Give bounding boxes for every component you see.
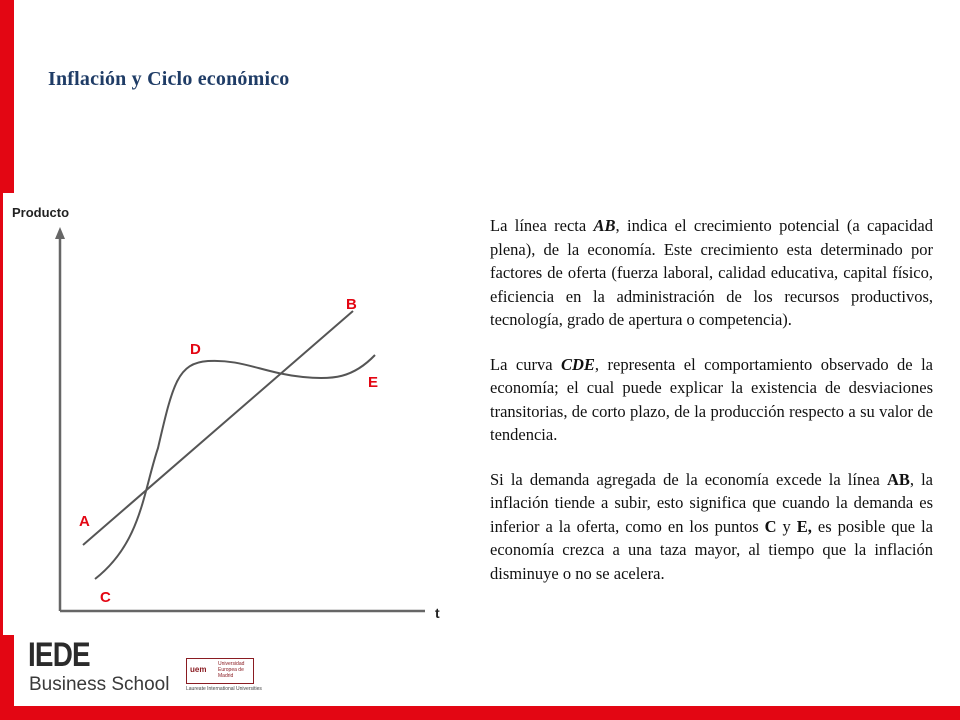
emphasis-run: AB (886, 469, 910, 489)
point-label-c: C (100, 589, 111, 606)
point-label-e: E (368, 374, 379, 391)
explanation-text (490, 214, 933, 606)
page-title: Inflación y Ciclo económico (48, 68, 290, 90)
line-ab (83, 311, 353, 545)
economic-cycle-diagram (3, 193, 458, 635)
bottom-accent-bar (0, 706, 960, 720)
uem-tagline: Laureate International Universities (186, 686, 262, 692)
y-axis-label: Producto (12, 205, 70, 220)
x-axis-label: t (435, 605, 440, 621)
iede-logo-subtitle: Business School (29, 674, 170, 695)
y-axis-arrow-icon (55, 227, 65, 239)
emphasis-run: C (764, 516, 777, 536)
curve-cde (95, 355, 375, 579)
emphasis-run: E, (796, 516, 812, 536)
uem-logo (184, 656, 262, 702)
paragraph-cde: La curva CDE, representa el comportamiento observado de la economía; el cual puede explicar la existencia de desviaciones transitorias, de corto plazo, de la producción respecto a su valor de tendencia. (490, 354, 933, 444)
iede-logo: IEDE (28, 636, 90, 674)
emphasis-run: CDE (560, 354, 595, 374)
paragraph-ab: La línea recta AB, indica el crecimiento potencial (a capacidad plena), de la economía. Este crecimiento esta determinado por factores de oferta (fuerza laboral, calidad educativa, capital físico, eficiencia en la administración de los recursos productivos, tecnología, grado de apertura o competencia). (490, 216, 933, 329)
point-label-a: A (79, 513, 90, 530)
paragraph-demand: Si la demanda agregada de la economía excede la línea AB, la inflación tiende a subir, esto significa que cuando la demanda es inferior a la oferta, como en los puntos C y E, es posible que la economía crezca a una taza mayor, al tiempo que la inflación disminuye o no se acelera. (490, 469, 934, 583)
point-label-d: D (190, 341, 201, 358)
diagram-svg (3, 193, 458, 635)
uem-name: Universidad Europea de Madrid (218, 661, 245, 679)
point-label-b: B (346, 296, 357, 313)
uem-mark: uem (190, 665, 207, 674)
emphasis-run: AB (593, 216, 616, 235)
footer-logos (16, 630, 262, 706)
